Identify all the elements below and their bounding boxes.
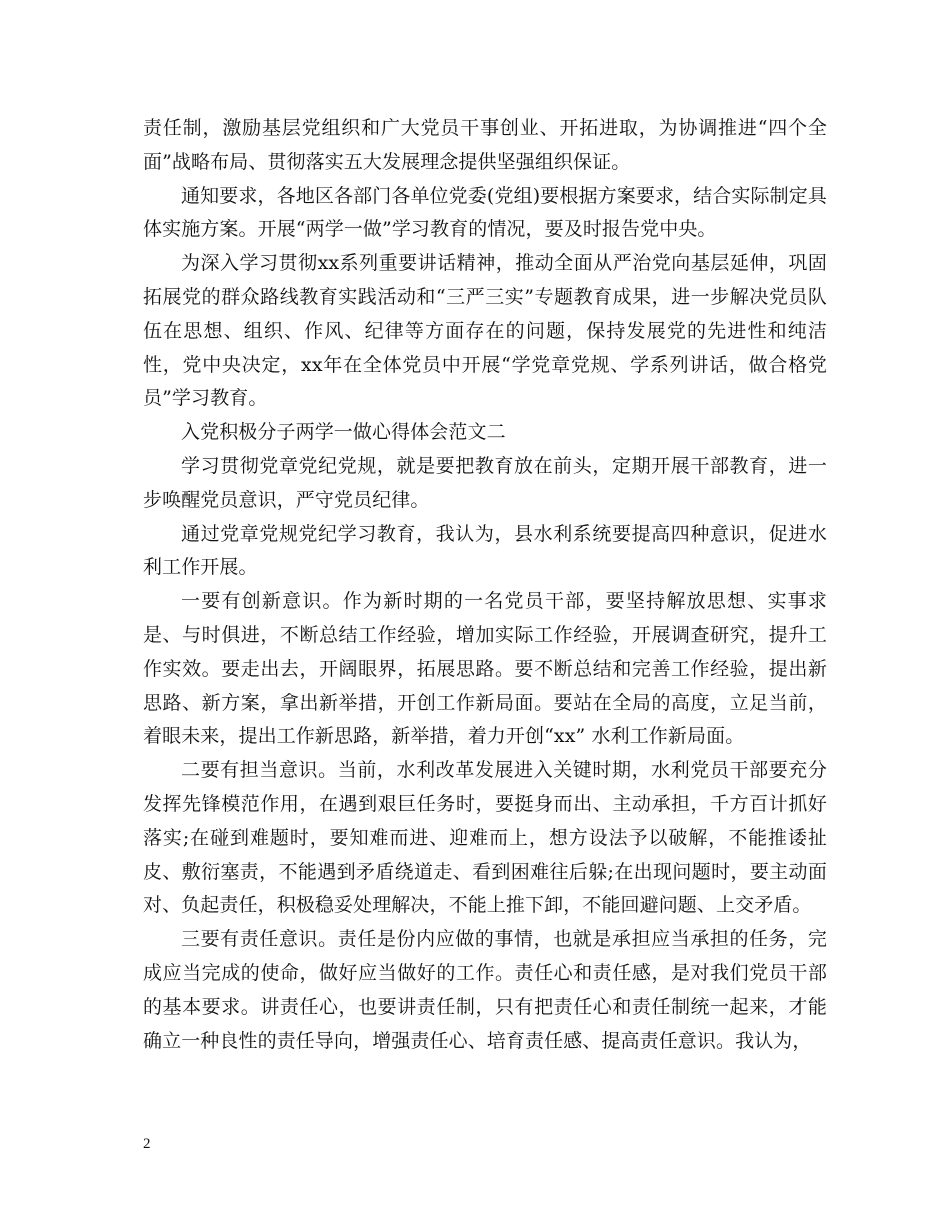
page-number: 2: [143, 1136, 151, 1152]
paragraph-6: 通过党章党规党纪学习教育，我认为，县水利系统要提高四种意识，促进水利工作开展。: [143, 522, 827, 579]
paragraph-2: 通知要求，各地区各部门各单位党委(党组)要根据方案要求，结合实际制定具体实施方案。开展“两学一做”学习教育的情况，要及时报告党中央。: [143, 184, 827, 241]
paragraph-8: 二要有担当意识。当前，水利改革发展进入关键时期，水利党员干部要充分发挥先锋模范作用，在遇到艰巨任务时，要挺身而出、主动承担，千方百计抓好落实;在碰到难题时，要知难而进、迎难而上，想方设法予以破解，不能推诿扯皮、敷衍塞责，不能遇到矛盾绕道走、看到困难往后躲;在出现问题时，要主动面对、负起责任，积极稳妥处理解决，不能上推下卸，不能回避问题、上交矛盾。: [143, 759, 827, 917]
paragraph-7: 一要有创新意识。作为新时期的一名党员干部，要坚持解放思想、实事求是、与时俱进，不断总结工作经验，增加实际工作经验，开展调查研究，提升工作实效。要走出去，开阔眼界，拓展思路。要不断总结和完善工作经验，提出新思路、新方案，拿出新举措，开创工作新局面。要站在全局的高度，立足当前，着眼未来，提出工作新思路，新举措，着力开创“xx” 水利工作新局面。: [143, 590, 827, 748]
section-heading: 入党积极分子两学一做心得体会范文二: [181, 421, 506, 444]
paragraph-5: 学习贯彻党章党纪党规，就是要把教育放在前头，定期开展干部教育，进一步唤醒党员意识，严守党员纪律。: [143, 454, 827, 511]
paragraph-9: 三要有责任意识。责任是份内应做的事情，也就是承担应当承担的任务，完成应当完成的使命，做好应当做好的工作。责任心和责任感，是对我们党员干部的基本要求。讲责任心，也要讲责任制，只有把责任心和责任制统一起来，才能确立一种良性的责任导向，增强责任心、培育责任感、提高责任意识。我认为，: [143, 928, 827, 1052]
paragraph-3: 为深入学习贯彻xx系列重要讲话精神，推动全面从严治党向基层延伸，巩固拓展党的群众路线教育实践活动和“三严三实”专题教育成果，进一步解决党员队伍在思想、组织、作风、纪律等方面存在的问题，保持发展党的先进性和纯洁性，党中央决定，xx年在全体党员中开展“学党章党规、学系列讲话，做合格党员”学习教育。: [143, 252, 827, 410]
paragraph-1: 责任制，激励基层党组织和广大党员干事创业、开拓进取，为协调推进“四个全面”战略布局、贯彻落实五大发展理念提供坚强组织保证。: [143, 117, 827, 173]
document-body: [143, 112, 827, 1058]
